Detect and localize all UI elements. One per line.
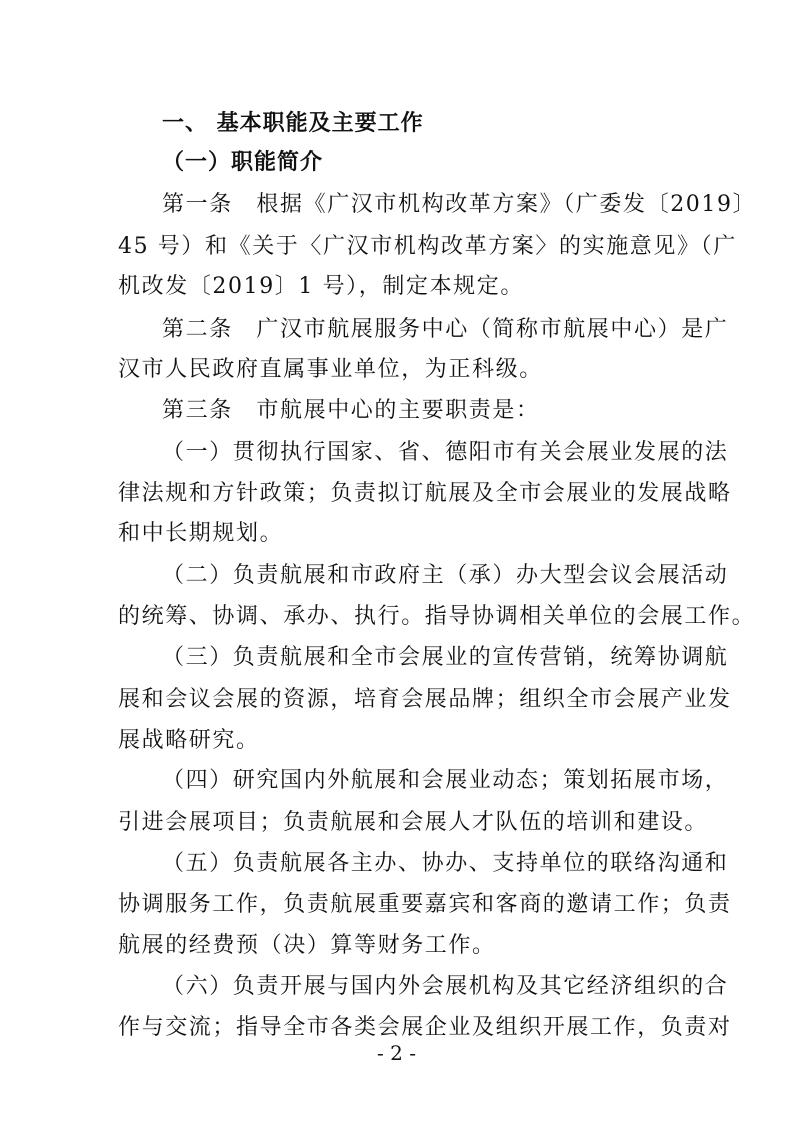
paragraph-line: （四）研究国内外航展和会展业动态；策划拓展市场， [162,768,729,793]
paragraph-line: 律法规和方针政策；负责拟订航展及全市会展业的发展战略 [118,481,732,506]
paragraph-line: 和中长期规划。 [118,521,284,546]
paragraph-line: 航展的经费预（决）算等财务工作。 [118,933,496,958]
section-heading: 一、 基本职能及主要工作 [162,111,424,136]
paragraph-line: 机改发〔2019〕1 号），制定本规定。 [118,274,524,299]
paragraph-line: 展和会议会展的资源，培育会展品牌；组织全市会展产业发 [118,687,732,712]
paragraph-line: 协调服务工作，负责航展重要嘉宾和客商的邀请工作；负责 [118,892,732,917]
paragraph-line: 作与交流；指导全市各类会展企业及组织开展工作，负责对 [118,1015,732,1040]
paragraph-line: （六）负责开展与国内外会展机构及其它经济组织的合 [162,974,729,999]
paragraph-line: 汉市人民政府直属事业单位，为正科级。 [118,357,543,382]
subsection-heading: （一）职能简介 [162,150,324,175]
paragraph-line: 45 号）和《关于〈广汉市机构改革方案〉的实施意见》（广 [118,234,737,259]
paragraph-line: （三）负责航展和全市会展业的宣传营销，统筹协调航 [162,645,729,670]
paragraph-line: （五）负责航展各主办、协办、支持单位的联络沟通和 [162,851,729,876]
paragraph-line: 第二条 广汉市航展服务中心（简称市航展中心）是广 [162,317,729,342]
paragraph-line: 第三条 市航展中心的主要职责是： [162,398,540,423]
paragraph-line: 展战略研究。 [118,728,260,753]
paragraph-line: （二）负责航展和市政府主（承）办大型会议会展活动 [162,563,729,588]
page-number: - 2 - [377,1041,416,1065]
paragraph-line: 引进会展项目；负责航展和会展人才队伍的培训和建设。 [118,810,709,835]
paragraph-line: 第一条 根据《广汉市机构改革方案》（广委发〔2019〕 [162,192,757,217]
paragraph-line: （一）贯彻执行国家、省、德阳市有关会展业发展的法 [162,440,729,465]
paragraph-line: 的统筹、协调、承办、执行。指导协调相关单位的会展工作。 [118,604,756,629]
